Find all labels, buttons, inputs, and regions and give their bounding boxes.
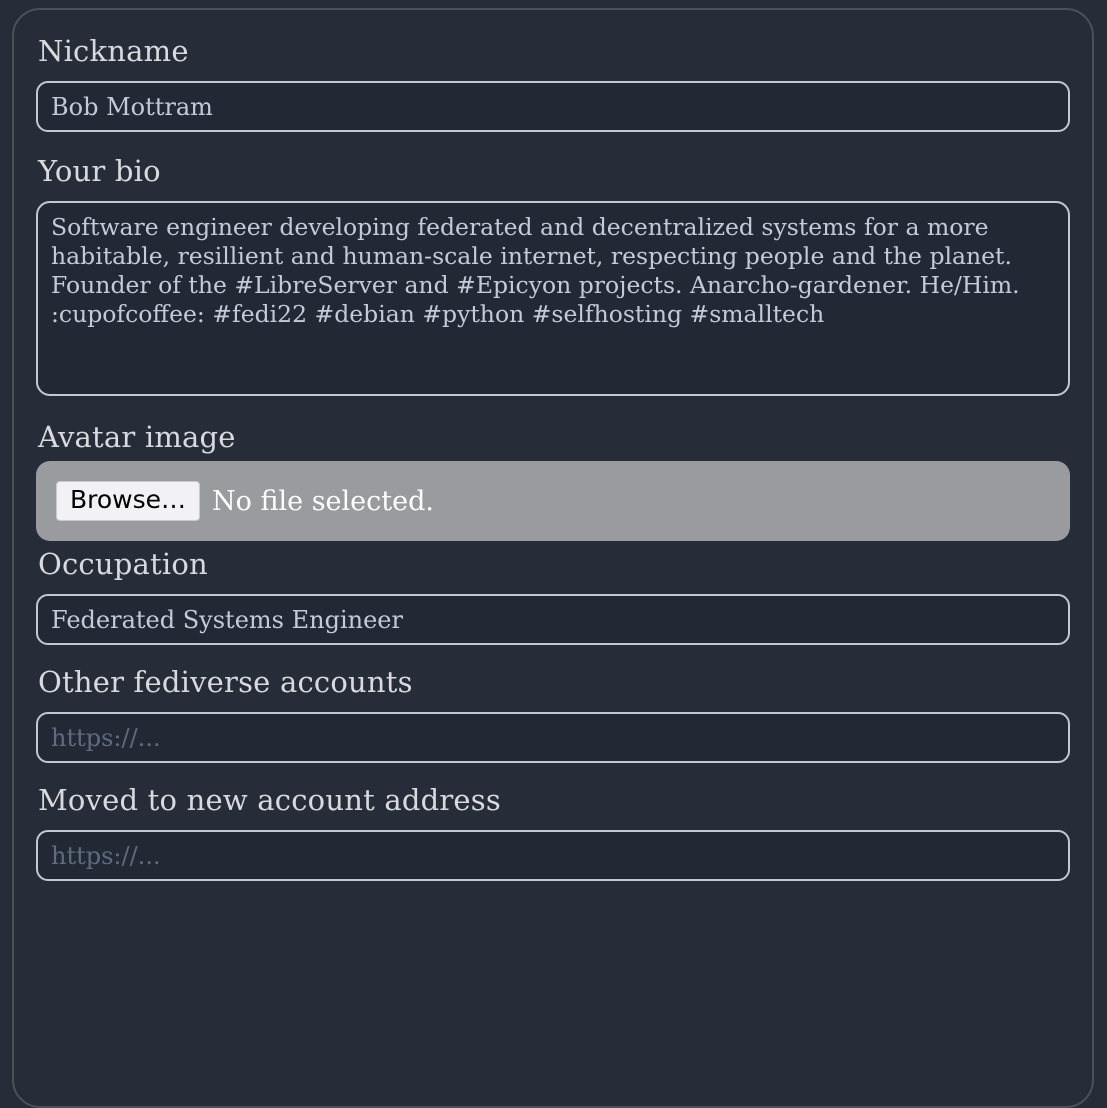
avatar-file-input[interactable] [36, 461, 1070, 541]
other-accounts-label: Other fediverse accounts [38, 665, 413, 699]
moved-address-label: Moved to new account address [38, 783, 501, 817]
nickname-label: Nickname [38, 34, 189, 68]
file-status-text: No file selected. [212, 485, 434, 517]
other-accounts-input[interactable] [36, 712, 1070, 763]
profile-form-panel [12, 8, 1094, 1108]
moved-address-input[interactable] [36, 830, 1070, 881]
occupation-label: Occupation [38, 547, 208, 581]
bio-textarea[interactable] [36, 201, 1070, 396]
nickname-input[interactable] [36, 81, 1070, 132]
avatar-image-label: Avatar image [38, 420, 236, 454]
occupation-input[interactable] [36, 594, 1070, 645]
bio-label: Your bio [38, 154, 161, 188]
browse-button[interactable]: Browse… [56, 481, 200, 521]
